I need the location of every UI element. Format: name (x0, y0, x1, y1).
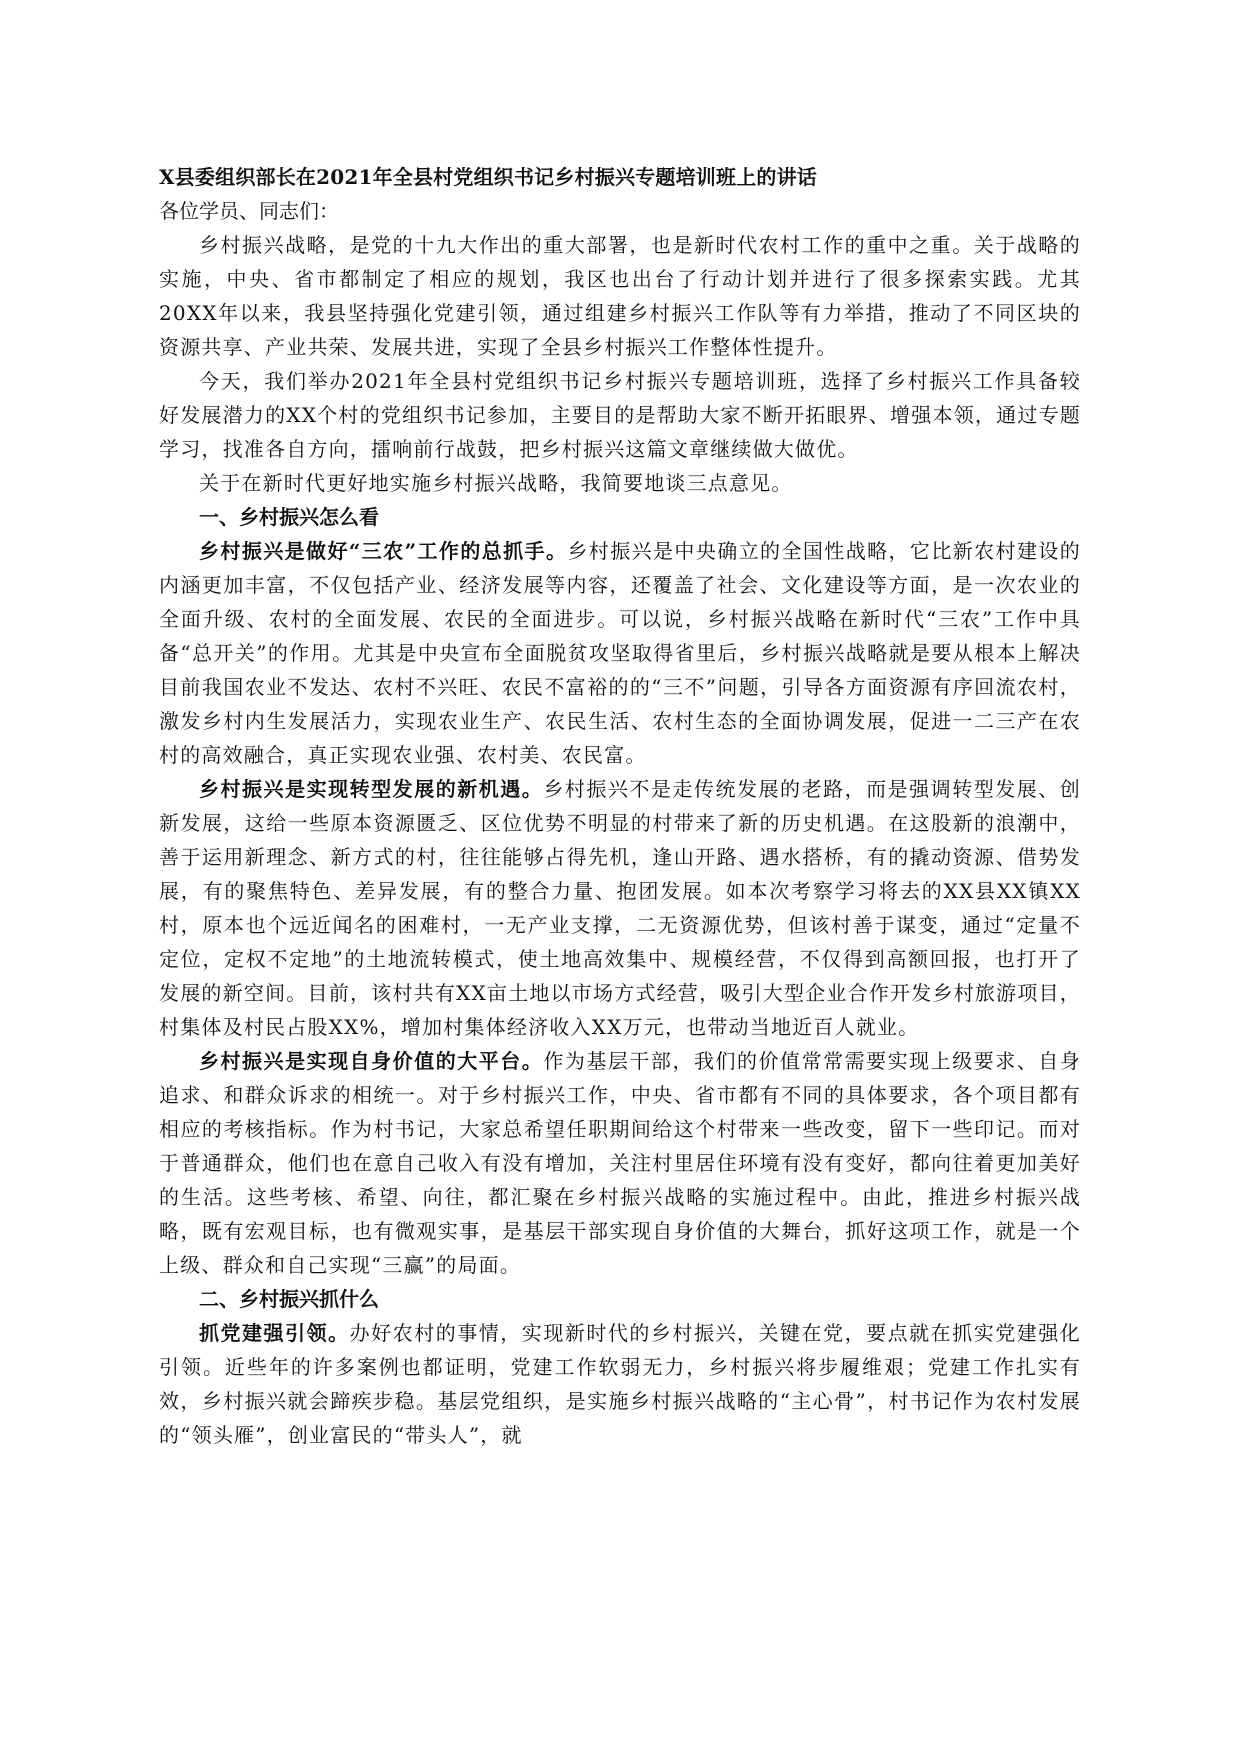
section-heading-1: 一、乡村振兴怎么看 (199, 505, 379, 529)
paragraph-body: 办好农村的事情，实现新时代的乡村振兴，关键在党，要点就在抓实党建强化引领。近些年的许多案例也都证明，党建工作软弱无力，乡村振兴将步履维艰；党建工作扎实有效，乡村振兴就会蹄疾步稳。基层党组织，是实施乡村振兴战略的“主心骨”，村书记作为农村发展的“领头雁”，创业富民的“带头人”，就 (159, 1321, 1081, 1447)
paragraph-body: 乡村振兴不是走传统发展的老路，而是强调转型发展、创新发展，这给一些原本资源匮乏、区位优势不明显的村带来了新的历史机遇。在这股新的浪潮中，善于运用新理念、新方式的村，往往能够占得先机，逢山开路、遇水搭桥，有的撬动资源、借势发展，有的聚焦特色、差异发展，有的整合力量、抱团发展。如本次考察学习将去的XX县XX镇XX村，原本也个远近闻名的困难村，一无产业支撑，二无资源优势，但该村善于谋变，通过“定量不定位，定权不定地”的土地流转模式，使土地高效集中、规模经营，不仅得到高额回报，也打开了发展的新空间。目前，该村共有XX亩土地以市场方式经营，吸引大型企业合作开发乡村旅游项目，村集体及村民占股XX%，增加村集体经济收入XX万元，也带动当地近百人就业。 (159, 777, 1082, 1039)
paragraph-lead: 抓党建强引领。 (199, 1321, 350, 1345)
section1-paragraph (159, 772, 1081, 1044)
paragraph-body: 乡村振兴是中央确立的全国性战略，它比新农村建设的内涵更加丰富，不仅包括产业、经济发展等内容，还覆盖了社会、文化建设等方面，是一次农业的全面升级、农村的全面发展、农民的全面进步。可以说，乡村振兴战略在新时代“三农”工作中具备“总开关”的作用。尤其是中央宣布全面脱贫攻坚取得省里后，乡村振兴战略就是要从根本上解决目前我国农业不发达、农村不兴旺、农民不富裕的的“三不”问题，引导各方面资源有序回流农村，激发乡村内生发展活力，实现农业生产、农民生活、农村生态的全面协调发展，促进一二三产在农村的高效融合，真正实现农业强、农村美、农民富。 (159, 539, 1081, 767)
section1-paragraph (159, 1044, 1081, 1282)
section1-paragraph (159, 534, 1081, 772)
document-title: X县委组织部长在2021年全县村党组织书记乡村振兴专题培训班上的讲话 (159, 165, 817, 189)
paragraph-lead: 乡村振兴是实现自身价值的大平台。 (199, 1049, 544, 1073)
paragraph-body: 作为基层干部，我们的价值常常需要实现上级要求、自身追求、和群众诉求的相统一。对于乡村振兴工作，中央、省市都有不同的具体要求，各个项目都有相应的考核指标。作为村书记，大家总希望任职期间给这个村带来一些改变，留下一些印记。而对于普通群众，他们也在意自己收入有没有增加，关注村里居住环境有没有变好，都向往着更加美好的生活。这些考核、希望、向往，都汇聚在乡村振兴战略的实施过程中。由此，推进乡村振兴战略，既有宏观目标，也有微观实事，是基层干部实现自身价值的大舞台，抓好这项工作，就是一个上级、群众和自己实现“三赢”的局面。 (159, 1049, 1082, 1277)
paragraph-lead: 乡村振兴是做好“三农”工作的总抓手。 (199, 539, 568, 563)
section2-paragraph (159, 1316, 1081, 1452)
paragraph-lead: 乡村振兴是实现转型发展的新机遇。 (199, 777, 544, 801)
section-heading-2: 二、乡村振兴抓什么 (199, 1287, 379, 1311)
salutation: 各位学员、同志们： (159, 199, 339, 223)
overview-paragraph: 关于在新时代更好地实施乡村振兴战略，我简要地谈三点意见。 (199, 471, 793, 495)
purpose-paragraph: 今天，我们举办2021年全县村党组织书记乡村振兴专题培训班，选择了乡村振兴工作具备较好发展潜力的XX个村的党组织书记参加，主要目的是帮助大家不断开拓眼界、增强本领，通过专题学习，找准各自方向，擂响前行战鼓，把乡村振兴这篇文章继续做大做优。 (159, 369, 1081, 461)
intro-paragraph: 乡村振兴战略，是党的十九大作出的重大部署，也是新时代农村工作的重中之重。关于战略的实施，中央、省市都制定了相应的规划，我区也出台了行动计划并进行了很多探索实践。尤其20XX年以来，我县坚持强化党建引领，通过组建乡村振兴工作队等有力举措，推动了不同区块的资源共享、产业共荣、发展共进，实现了全县乡村振兴工作整体性提升。 (159, 233, 1081, 359)
document-page (159, 160, 1081, 1452)
